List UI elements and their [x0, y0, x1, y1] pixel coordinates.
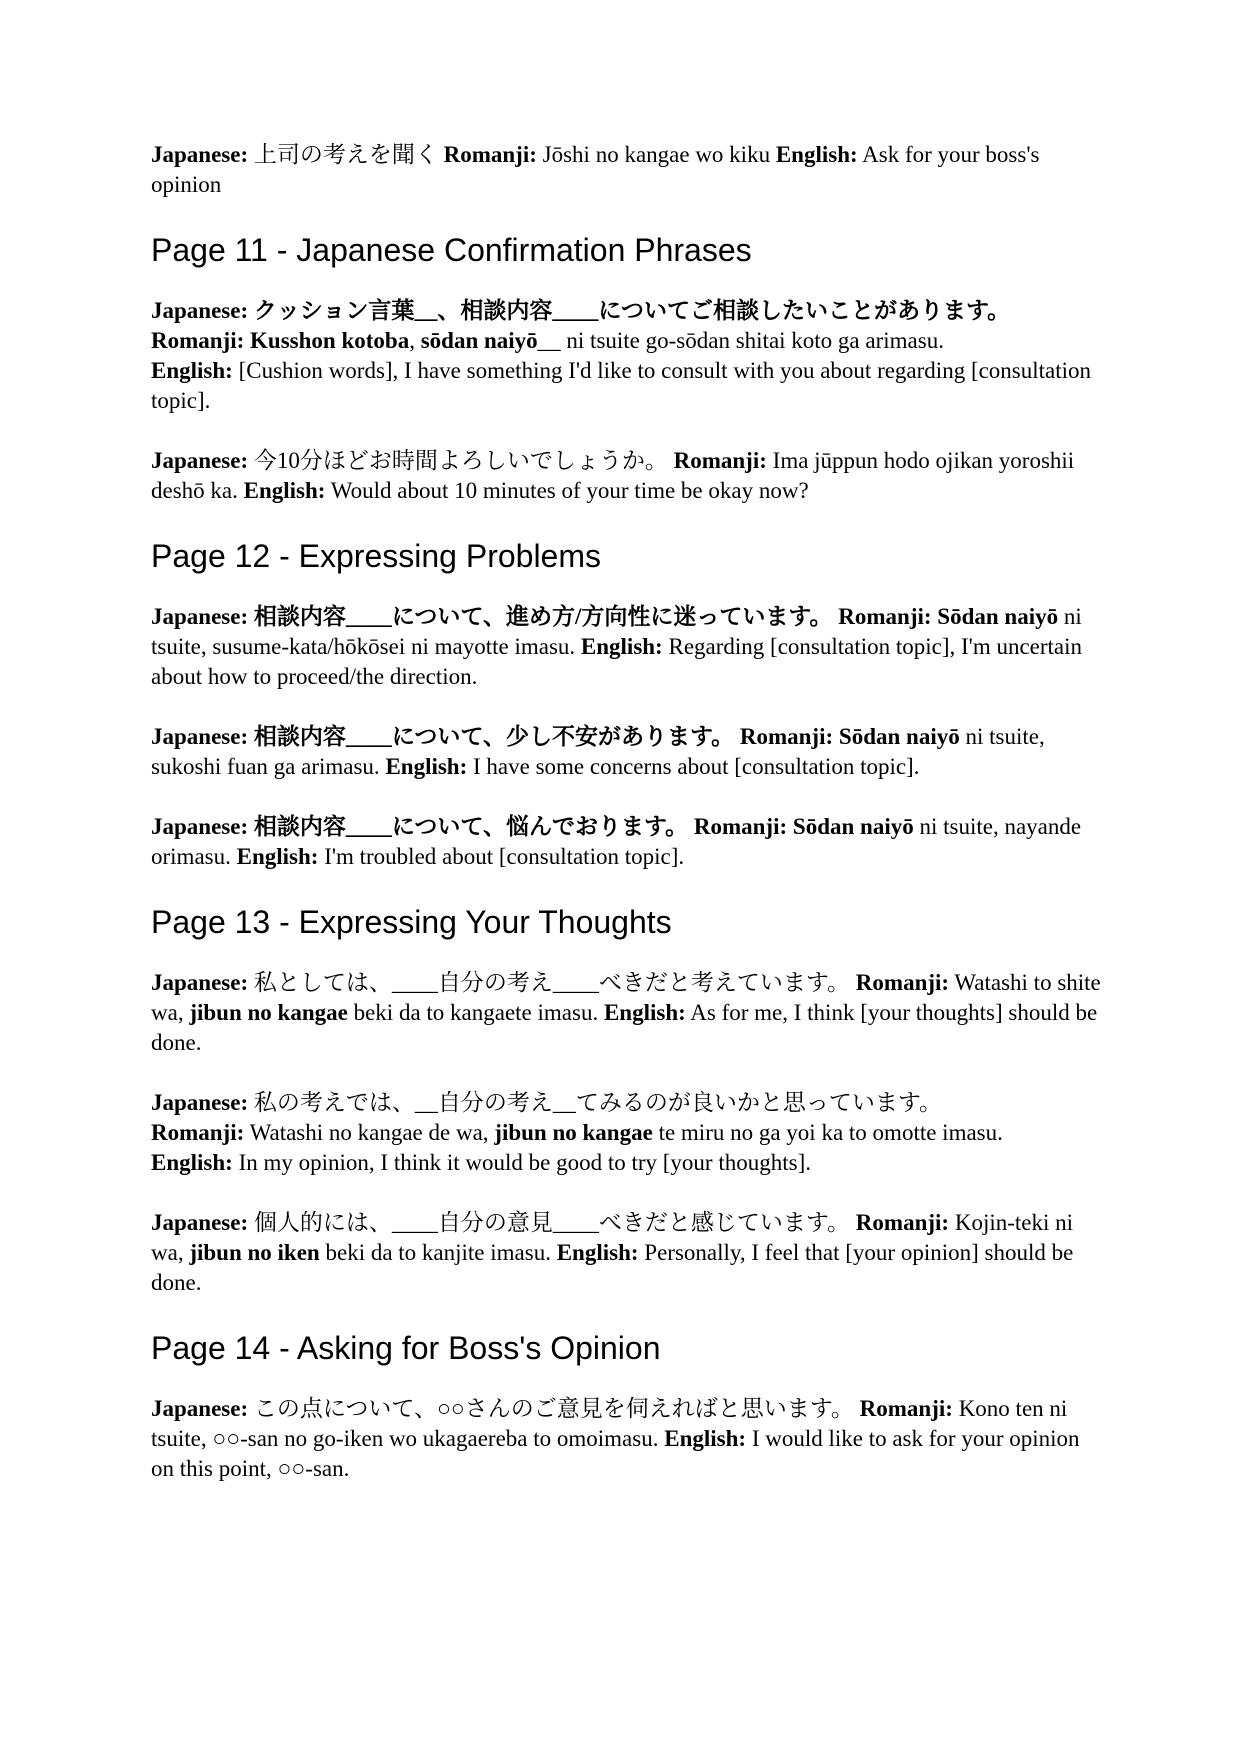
- english-label: English:: [556, 1240, 639, 1265]
- romanji-text: Jōshi no kangae wo kiku: [542, 142, 771, 167]
- japanese-label: Japanese:: [151, 604, 249, 629]
- japanese-label: Japanese:: [151, 1090, 249, 1115]
- entry-uncertain: [151, 602, 1101, 692]
- section-heading-page-13: Page 13 - Expressing Your Thoughts: [151, 904, 672, 940]
- romanji-label: Romanji:: [859, 1396, 953, 1421]
- romanji-text: ni tsuite, nayande orimasu.: [151, 814, 1082, 869]
- entry-ask-opinion: [151, 1394, 1101, 1484]
- romanji-bold-text: jibun no kangae: [189, 1000, 348, 1025]
- romanji-bold-text: Sōdan naiyō: [792, 814, 914, 839]
- romanji-label: Romanji:: [739, 724, 834, 749]
- romanji-text: beki da to kanjite imasu.: [325, 1240, 551, 1265]
- japanese-text: 個人的には、____自分の意見____べきだと感じています。: [253, 1210, 851, 1235]
- japanese-text: この点について、○○さんのご意見を伺えればと思います。: [253, 1396, 854, 1421]
- romanji-label: Romanji:: [855, 970, 950, 995]
- japanese-text: 相談内容____について、少し不安があります。: [253, 724, 735, 749]
- romanji-label: Romanji:: [838, 604, 932, 629]
- romanji-text: Kono ten ni tsuite, ○○-san no go-iken wo ukagaereba to omoimasu.: [151, 1396, 1068, 1451]
- entry-intro: [151, 140, 1101, 200]
- japanese-text: クッション言葉__、相談内容____についてご相談したいことがあります。: [253, 298, 1011, 323]
- entry-in-my-opinion: [151, 1088, 1101, 1178]
- english-text: As for me, I think [your thoughts] should be done.: [151, 1000, 1098, 1055]
- japanese-label: Japanese:: [151, 298, 249, 323]
- romanji-text: Watashi to shite wa,: [151, 970, 1101, 1025]
- japanese-text: 私の考えでは、__自分の考え__てみるのが良いかと思っています。: [253, 1090, 943, 1115]
- entry-concerns: [151, 722, 1101, 782]
- english-text: I have some concerns about [consultation topic].: [473, 754, 920, 779]
- romanji-bold-text: jibun no kangae: [494, 1120, 653, 1145]
- romanji-text: __ ni tsuite go-sōdan shitai koto ga arimasu.: [537, 328, 944, 353]
- romanji-label: Romanji:: [443, 142, 537, 167]
- english-text: In my opinion, I think it would be good to try [your thoughts].: [238, 1150, 811, 1175]
- japanese-text: 上司の考えを聞く: [253, 142, 438, 167]
- english-text: I'm troubled about [consultation topic].: [324, 844, 685, 869]
- japanese-text: 私としては、____自分の考え____べきだと考えています。: [253, 970, 851, 995]
- english-label: English:: [775, 142, 858, 167]
- english-text: Regarding [consultation topic], I'm uncertain about how to proceed/the direction.: [151, 634, 1083, 689]
- japanese-text: 今10分ほどお時間よろしいでしょうか。: [253, 448, 668, 473]
- english-label: English:: [664, 1426, 747, 1451]
- japanese-text: 相談内容____について、悩んでおります。: [253, 814, 689, 839]
- english-label: English:: [236, 844, 319, 869]
- japanese-label: Japanese:: [151, 142, 249, 167]
- english-text: I would like to ask for your opinion on this point, ○○-san.: [151, 1426, 1080, 1481]
- romanji-text: Watashi no kangae de wa,: [249, 1120, 489, 1145]
- english-label: English:: [603, 1000, 686, 1025]
- romanji-bold-text: sōdan naiyō: [420, 328, 538, 353]
- entry-troubled: [151, 812, 1101, 872]
- japanese-label: Japanese:: [151, 724, 249, 749]
- romanji-label: Romanji:: [151, 328, 245, 353]
- english-text: Personally, I feel that [your opinion] should be done.: [151, 1240, 1074, 1295]
- romanji-text: te miru no ga yoi ka to omotte imasu.: [658, 1120, 1003, 1145]
- romanji-text: ni tsuite, sukoshi fuan ga arimasu.: [151, 724, 1045, 779]
- entry-personally: [151, 1208, 1101, 1298]
- english-label: English:: [385, 754, 468, 779]
- romanji-text: Kojin-teki ni wa,: [151, 1210, 1074, 1265]
- romanji-bold-text: Kusshon kotoba: [250, 328, 410, 353]
- romanji-text: Ima jūppun hodo ojikan yoroshii deshō ka.: [151, 448, 1075, 503]
- romanji-text: beki da to kangaete imasu.: [353, 1000, 599, 1025]
- romanji-label: Romanji:: [151, 1120, 245, 1145]
- romanji-label: Romanji:: [855, 1210, 950, 1235]
- romanji-bold-text: jibun no iken: [189, 1240, 320, 1265]
- section-heading-page-12: Page 12 - Expressing Problems: [151, 538, 601, 574]
- section-heading-page-14: Page 14 - Asking for Boss's Opinion: [151, 1330, 661, 1366]
- english-label: English:: [580, 634, 663, 659]
- english-label: English:: [151, 358, 233, 383]
- romanji-separator: ,: [409, 328, 421, 353]
- romanji-label: Romanji:: [673, 448, 767, 473]
- japanese-label: Japanese:: [151, 1210, 249, 1235]
- english-text: Would about 10 minutes of your time be okay now?: [330, 478, 809, 503]
- romanji-bold-text: Sōdan naiyō: [838, 724, 960, 749]
- section-heading-page-11: Page 11 - Japanese Confirmation Phrases: [151, 232, 752, 268]
- english-label: English:: [243, 478, 326, 503]
- japanese-label: Japanese:: [151, 814, 249, 839]
- japanese-text: 相談内容____について、進め方/方向性に迷っています。: [253, 604, 833, 629]
- romanji-bold-text: Sōdan naiyō: [937, 604, 1059, 629]
- japanese-label: Japanese:: [151, 1396, 249, 1421]
- english-text: [Cushion words], I have something I'd like to consult with you about regarding [consultation topic].: [151, 358, 1092, 413]
- entry-cushion-words: [151, 296, 1101, 416]
- romanji-label: Romanji:: [693, 814, 788, 839]
- japanese-label: Japanese:: [151, 448, 249, 473]
- entry-ten-minutes: [151, 446, 1101, 506]
- romanji-text: ni tsuite, susume-kata/hōkōsei ni mayotte imasu.: [151, 604, 1082, 659]
- japanese-label: Japanese:: [151, 970, 249, 995]
- english-text: Ask for your boss's opinion: [151, 142, 1040, 197]
- entry-as-for-me: [151, 968, 1101, 1058]
- english-label: English:: [151, 1150, 233, 1175]
